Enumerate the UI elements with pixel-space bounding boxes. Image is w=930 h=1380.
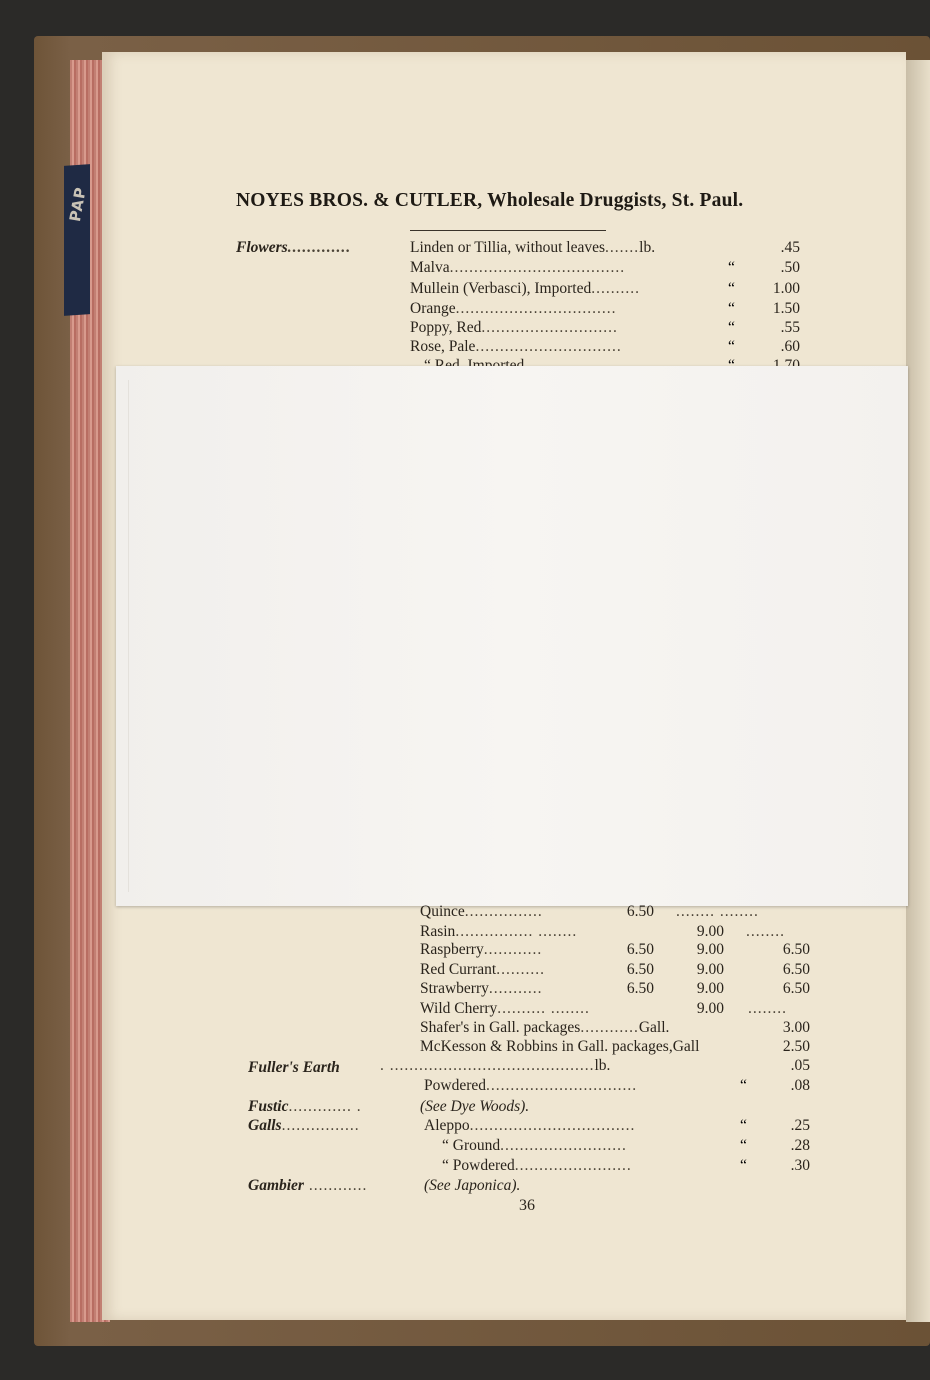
leader-dots: ............................ — [481, 319, 618, 336]
item-name: Poppy, Red — [410, 319, 482, 336]
overlay-inner-edge — [128, 380, 908, 892]
item-name: Red Currant — [420, 961, 497, 978]
leader-dots: ................ ........ — [455, 923, 578, 940]
list-item — [420, 1018, 669, 1038]
item-unit: “ — [740, 1117, 747, 1134]
item-name: Malva — [410, 259, 450, 276]
item-name: Wild Cherry — [420, 1000, 498, 1017]
item-unit: “ — [728, 259, 735, 276]
item-unit: Gall. — [638, 1019, 670, 1036]
item-unit: “ — [728, 280, 735, 297]
list-item — [410, 279, 640, 299]
item-price: 6.50 — [626, 903, 654, 920]
cross-reference: (See Dye Woods). — [420, 1098, 530, 1115]
item-price: 6.50 — [782, 941, 810, 958]
next-page-edge — [906, 60, 930, 1322]
list-item — [410, 258, 625, 278]
item-price: 9.00 — [696, 923, 724, 940]
item-price: 1.50 — [772, 300, 800, 317]
item-name: “ Ground — [442, 1137, 501, 1154]
leader-dots: ................................. — [455, 300, 617, 317]
item-unit: Gall — [672, 1038, 700, 1055]
category-label: Gambier — [248, 1177, 304, 1194]
page-number: 36 — [519, 1197, 535, 1214]
leader-dots: .................................... — [449, 259, 626, 276]
category-flowers — [236, 238, 351, 258]
leader-dots: ....... — [605, 239, 640, 256]
item-unit: “ — [740, 1077, 747, 1094]
item-price: .50 — [780, 259, 800, 276]
item-price: .60 — [780, 338, 800, 355]
list-item — [442, 1156, 632, 1176]
leader-dots: .......... ........ — [497, 1000, 590, 1017]
leader-dots: ........ — [748, 1000, 787, 1017]
item-price: .25 — [790, 1117, 810, 1134]
leader-dots: ........................ — [514, 1157, 632, 1174]
leader-dots: .............................. — [475, 338, 622, 355]
leader-dots: .......... — [591, 280, 640, 297]
bookmark-label: PAP — [66, 185, 90, 224]
leader-dots: ............ — [303, 1177, 368, 1194]
item-unit: “ — [728, 300, 735, 317]
item-name: Rasin — [420, 923, 456, 940]
cross-reference: (See Japonica). — [424, 1177, 521, 1194]
item-price: 9.00 — [696, 961, 724, 978]
table-row — [420, 922, 577, 942]
list-item — [410, 238, 655, 258]
leader-dots: ............ — [483, 941, 543, 958]
item-unit: “ — [728, 319, 735, 336]
item-name: Powdered — [424, 1077, 486, 1094]
item-price: 9.00 — [696, 980, 724, 997]
item-name: Orange — [410, 300, 456, 317]
leader-dots: ............. . — [288, 1098, 362, 1115]
item-name: McKesson & Robbins in Gall. packages, — [420, 1038, 673, 1055]
list-item — [410, 337, 622, 357]
item-price: .55 — [780, 319, 800, 336]
leader-dots: ........ ........ — [676, 903, 759, 920]
list-item — [410, 299, 617, 319]
item-name: Aleppo — [424, 1117, 470, 1134]
item-price: .45 — [780, 239, 800, 256]
item-price: .30 — [790, 1157, 810, 1174]
category-label: Fuller's Earth — [248, 1059, 340, 1076]
blank-overlay-sheet — [116, 366, 908, 906]
item-price: 6.50 — [626, 961, 654, 978]
item-price: 1.00 — [772, 280, 800, 297]
item-price: 6.50 — [626, 980, 654, 997]
list-item — [380, 1056, 610, 1076]
item-price: 6.50 — [782, 961, 810, 978]
item-unit: “ — [740, 1137, 747, 1154]
leader-dots: .................................. — [469, 1117, 636, 1134]
leader-dots: ................ — [281, 1117, 360, 1134]
item-price: 6.50 — [626, 941, 654, 958]
leader-dots: . .......................................... — [380, 1057, 595, 1074]
item-unit: lb. — [594, 1057, 611, 1074]
item-unit: “ — [740, 1157, 747, 1174]
table-row — [420, 960, 545, 980]
item-price: .28 — [790, 1137, 810, 1154]
item-name: Raspberry — [420, 941, 484, 958]
header-rule — [410, 230, 606, 231]
category-fullers-earth — [248, 1058, 340, 1078]
table-row — [420, 999, 590, 1019]
item-price: .08 — [790, 1077, 810, 1094]
item-name: Linden or Tillia, without leaves — [410, 239, 606, 256]
leader-dots: .......................... — [500, 1137, 627, 1154]
item-price: 6.50 — [782, 980, 810, 997]
leader-dots: ........ — [746, 923, 785, 940]
category-fustic — [248, 1097, 362, 1117]
category-label: Flowers — [236, 239, 288, 256]
item-price: 9.00 — [696, 941, 724, 958]
item-price: 9.00 — [696, 1000, 724, 1017]
list-item — [410, 318, 618, 338]
item-price: 2.50 — [782, 1038, 810, 1055]
category-label: Fustic — [248, 1098, 289, 1115]
item-name: Strawberry — [420, 980, 489, 997]
leader-dots: ........... — [488, 980, 543, 997]
item-price: 3.00 — [782, 1019, 810, 1036]
table-row — [420, 902, 543, 922]
leader-dots: ................ — [464, 903, 543, 920]
list-item — [420, 1037, 699, 1057]
item-name: Shafer's in Gall. packages — [420, 1019, 581, 1036]
leader-dots: .......... — [496, 961, 545, 978]
item-unit: lb. — [639, 239, 656, 256]
leader-dots: ............................... — [486, 1077, 638, 1094]
category-label: Galls — [248, 1117, 282, 1134]
item-price: .05 — [790, 1057, 810, 1074]
item-name: Mullein (Verbasci), Imported — [410, 280, 592, 297]
item-name: Quince — [420, 903, 465, 920]
list-item — [442, 1136, 627, 1156]
page-header: NOYES BROS. & CUTLER, Wholesale Druggists, St. Paul. — [236, 190, 744, 211]
table-row — [420, 979, 543, 999]
item-name: Rose, Pale — [410, 338, 476, 355]
list-item — [424, 1076, 637, 1096]
table-row — [420, 940, 542, 960]
list-item — [424, 1116, 635, 1136]
category-gambier — [248, 1176, 367, 1196]
leader-dots: ............ — [580, 1019, 639, 1036]
item-name: “ Powdered — [442, 1157, 515, 1174]
item-unit: “ — [728, 338, 735, 355]
category-galls — [248, 1116, 360, 1136]
leader-dots: ............. — [287, 239, 352, 256]
